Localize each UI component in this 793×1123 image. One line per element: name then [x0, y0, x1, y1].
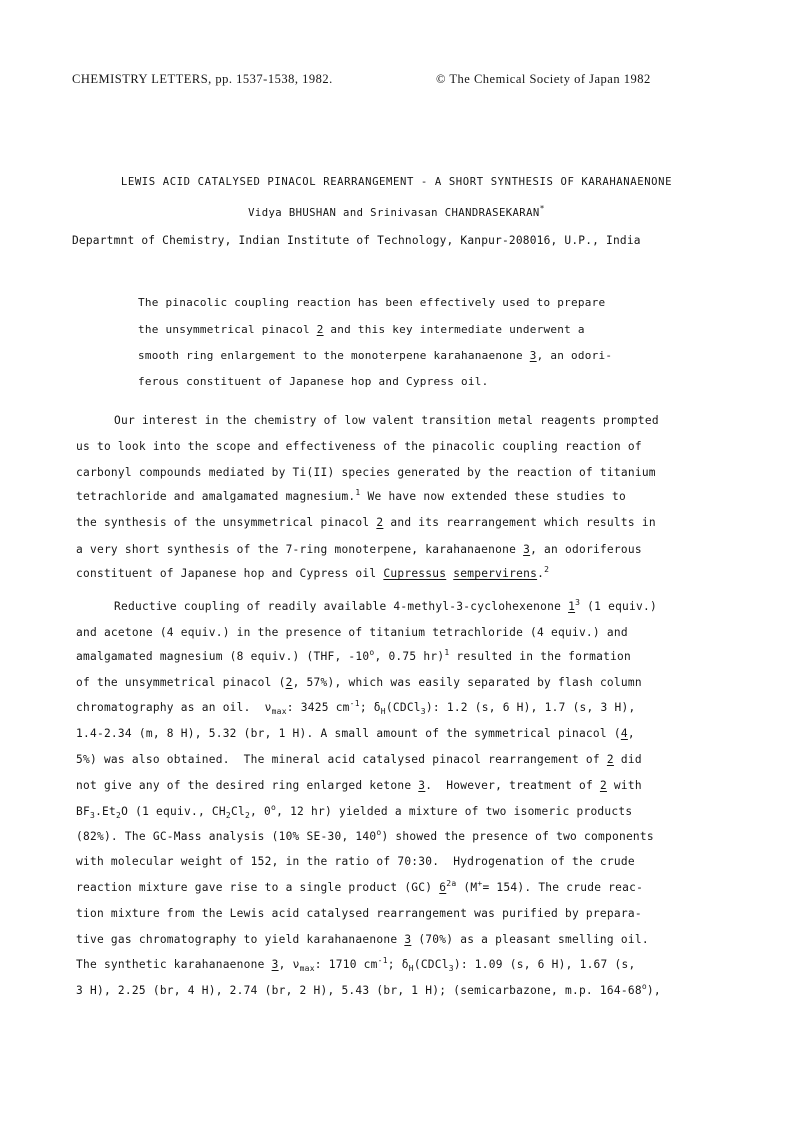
corresponding-author-mark: *: [539, 204, 545, 213]
body-line: chromatography as an oil. $\nu_{max}$: 3425 $cm^{-1}$; $\delta_H(CDCl_3)$: 1.2 (s, 6 H), 1.7 (s, 3 H),: [76, 699, 636, 716]
compound-ref: 2: [285, 676, 293, 689]
reference-mark: 3: [575, 598, 581, 607]
abstract-line: smooth ring enlargement to the monoterpene karahanaenone 3, an odori-: [138, 349, 613, 362]
compound-ref: 2: [599, 779, 607, 792]
compound-ref: 6: [439, 881, 447, 894]
abstract-line: ferous constituent of Japanese hop and Cypress oil.: [138, 375, 489, 388]
abstract-line: The pinacolic coupling reaction has been effectively used to prepare: [138, 296, 606, 309]
reference-mark: 2a: [446, 879, 457, 888]
species-genus: Cupressus: [383, 567, 447, 580]
affiliation: Departmnt of Chemistry, Indian Institute of Technology, Kanpur-208016, U.P., India: [72, 234, 641, 247]
body-line: constituent of Japanese hop and Cypress oil Cupressus sempervirens.$^2$: [76, 565, 550, 580]
author-conjunction: and: [336, 207, 371, 219]
reference-mark: 2: [544, 565, 550, 574]
compound-ref: 3: [529, 349, 537, 362]
body-line: tive gas chromatography to yield karahanaenone 3 (70%) as a pleasant smelling oil.: [76, 933, 649, 946]
species-epithet: sempervirens: [453, 567, 538, 580]
body-line: The synthetic karahanaenone 3, $\nu_{max}$: 1710 $cm^{-1}$; $\delta_H(CDCl_3)$: 1.09 (s, 6 H), 1.67 (s,: [76, 956, 636, 973]
compound-ref: 4: [620, 727, 628, 740]
reference-mark: 1: [444, 648, 450, 657]
body-line: $BF_3.Et_2O$ (1 equiv., $CH_2Cl_2$, 0$^o$, 12 hr) yielded a mixture of two isomeric products: [76, 803, 633, 820]
compound-ref: 2: [606, 753, 614, 766]
compound-ref: 2: [376, 516, 384, 529]
author-2: Srinivasan CHANDRASEKARAN: [370, 207, 540, 219]
compound-ref: 3: [271, 958, 279, 971]
body-line: amalgamated magnesium (8 equiv.) (THF, -10$^o$, 0.75 hr)$^1$ resulted in the formation: [76, 648, 632, 663]
body-line: Our interest in the chemistry of low valent transition metal reagents prompted: [114, 414, 659, 427]
compound-ref: 1: [568, 600, 576, 613]
body-line: 1.4-2.34 (m, 8 H), 5.32 (br, 1 H). A small amount of the symmetrical pinacol (4,: [76, 727, 635, 740]
compound-ref: 2: [316, 323, 324, 336]
body-line: a very short synthesis of the 7-ring monoterpene, karahanaenone 3, an odoriferous: [76, 543, 642, 556]
compound-ref: 3: [523, 543, 531, 556]
body-line: 3 H), 2.25 (br, 4 H), 2.74 (br, 2 H), 5.43 (br, 1 H); (semicarbazone, m.p. 164-68$^o$),: [76, 982, 661, 997]
body-line: 5%) was also obtained. The mineral acid catalysed pinacol rearrangement of 2 did: [76, 753, 642, 766]
article-title: LEWIS ACID CATALYSED PINACOL REARRANGEMENT - A SHORT SYNTHESIS OF KARAHANAENONE: [120, 176, 673, 188]
author-1: Vidya BHUSHAN: [248, 207, 337, 219]
body-line: with molecular weight of 152, in the ratio of 70:30. Hydrogenation of the crude: [76, 855, 635, 868]
journal-citation: CHEMISTRY LETTERS, pp. 1537-1538, 1982.: [72, 72, 333, 86]
body-line: of the unsymmetrical pinacol (2, 57%), which was easily separated by flash column: [76, 676, 642, 689]
body-line: tetrachloride and amalgamated magnesium.$^1$ We have now extended these studies to: [76, 488, 626, 503]
body-line: tion mixture from the Lewis acid catalysed rearrangement was purified by prepara-: [76, 907, 642, 920]
body-line: (82%). The GC-Mass analysis (10% SE-30, 140$^o$) showed the presence of two components: [76, 828, 654, 843]
body-line: Reductive coupling of readily available 4-methyl-3-cyclohexenone $1^3$ (1 equiv.): [114, 598, 657, 613]
body-line: carbonyl compounds mediated by Ti(II) species generated by the reaction of titanium: [76, 466, 656, 479]
authors: [0, 204, 793, 219]
body-line: us to look into the scope and effectiveness of the pinacolic coupling reaction of: [76, 440, 642, 453]
abstract-line: the unsymmetrical pinacol 2 and this key intermediate underwent a: [138, 323, 585, 336]
reference-mark: 1: [355, 488, 361, 497]
body-line: the synthesis of the unsymmetrical pinacol 2 and its rearrangement which results in: [76, 516, 656, 529]
compound-ref: 3: [404, 933, 412, 946]
body-line: reaction mixture gave rise to a single product (GC) $6^{2a}$ (M+= 154). The crude reac-: [76, 879, 644, 894]
body-line: and acetone (4 equiv.) in the presence of titanium tetrachloride (4 equiv.) and: [76, 626, 628, 639]
body-line: not give any of the desired ring enlarged ketone 3. However, treatment of 2 with: [76, 779, 642, 792]
compound-ref: 3: [418, 779, 426, 792]
copyright-notice: © The Chemical Society of Japan 1982: [436, 72, 651, 86]
